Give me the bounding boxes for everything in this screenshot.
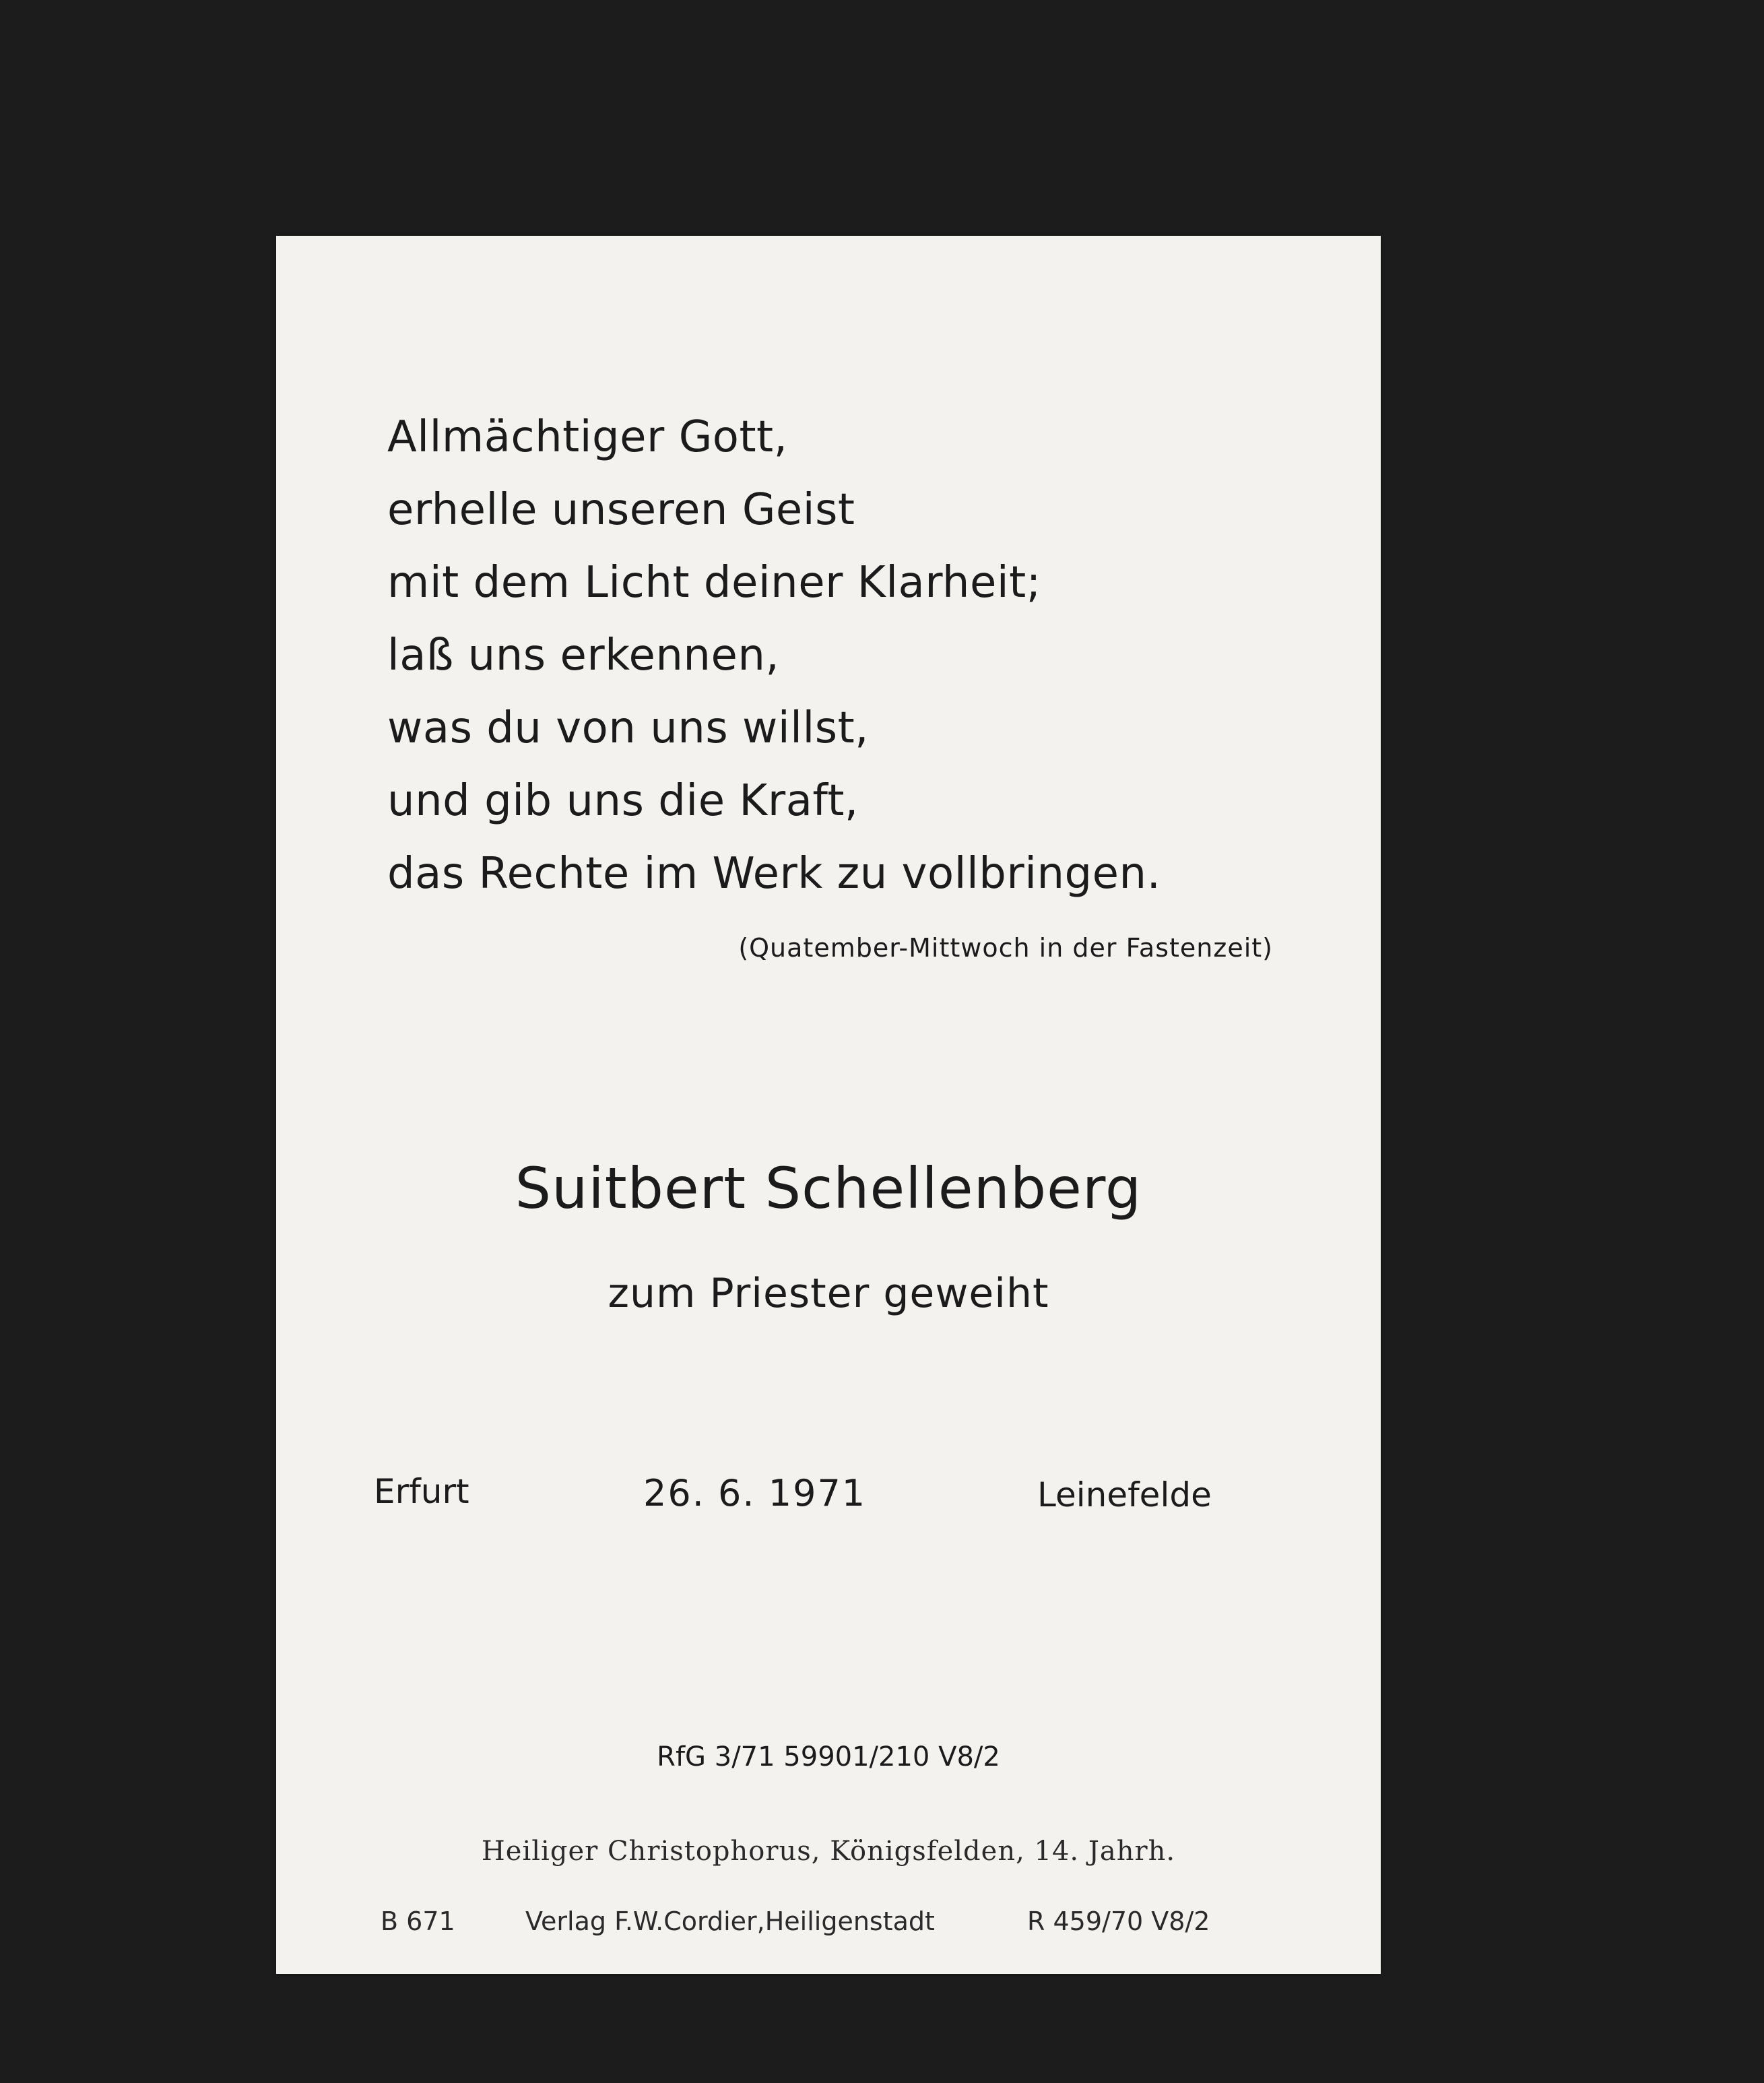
priest-name: Suitbert Schellenberg (515, 1155, 1142, 1221)
prayer-line: laß uns erkennen, (387, 631, 780, 680)
prayer-line: was du von uns willst, (387, 703, 869, 753)
prayer-line: mit dem Licht deiner Klarheit; (387, 558, 1041, 608)
footer-publisher: Verlag F.W.Cordier,Heiligenstadt (525, 1906, 935, 1936)
ordination-date: 26. 6. 1971 (643, 1472, 867, 1514)
prayer-line: das Rechte im Werk zu vollbringen. (387, 849, 1161, 899)
prayer-source: (Quatember-Mittwoch in der Fastenzeit) (738, 933, 1273, 963)
footer-license: R 459/70 V8/2 (1027, 1906, 1210, 1936)
ordination-place: Erfurt (374, 1472, 469, 1511)
prayer-card (276, 236, 1381, 1974)
ordination-subtitle: zum Priester geweiht (608, 1270, 1049, 1317)
prayer-text (387, 401, 1344, 910)
print-code: RfG 3/71 59901/210 V8/2 (657, 1741, 1000, 1772)
footer-item-number: B 671 (381, 1906, 455, 1936)
prayer-line: erhelle unseren Geist (387, 485, 855, 535)
image-caption: Heiliger Christophorus, Königsfelden, 14. Jahrh. (481, 1836, 1176, 1867)
prayer-line: Allmächtiger Gott, (387, 412, 788, 462)
home-place: Leinefelde (1037, 1475, 1212, 1514)
prayer-line: und gib uns die Kraft, (387, 776, 859, 826)
